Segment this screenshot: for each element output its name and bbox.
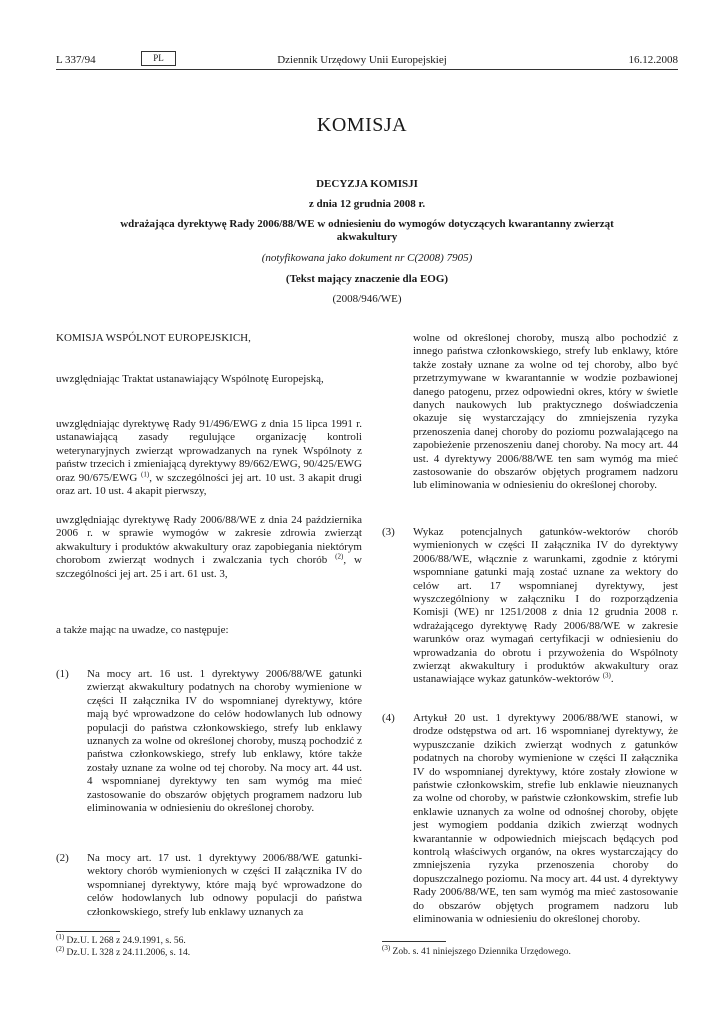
footnote-mark: (2) bbox=[56, 944, 65, 953]
preamble-directive-91-496: uwzględniając dyrektywę Rady 91/496/EWG z dnia 15 lipca 1991 r. ustanawiającą zasady regulujące organizację kontroli weterynaryjnych zwierząt wprowadzanych na rynek Wspólnoty z państw trzecich i zmieniającą dyrektywy 89/662/EWG, 90/425/EWG oraz 90/675/EWG $^{(1)}$, w szczególności jej art. 10 ust. 3 akapit drugi oraz art. 10 ust. 4 akapit pierwszy, bbox=[56, 418, 362, 498]
eea-relevance: (Tekst mający znaczenie dla EOG) bbox=[285, 273, 449, 285]
preamble-whereas: a także mając na uwadze, co następuje: bbox=[56, 624, 229, 636]
footnote-text: Zob. s. 41 niniejszego Dziennika Urzędowego. bbox=[392, 947, 571, 957]
footnote-text: Dz.U. L 328 z 24.11.2006, s. 14. bbox=[66, 948, 191, 958]
institution-title: KOMISJA bbox=[316, 114, 408, 136]
preamble-treaty: uwzględniając Traktat ustanawiający Wspólnotę Europejską, bbox=[56, 373, 324, 385]
decision-type: DECYZJA KOMISJI bbox=[316, 178, 418, 190]
footnote-mark: (3) bbox=[382, 943, 391, 952]
preamble-commission: KOMISJA WSPÓLNOT EUROPEJSKICH, bbox=[56, 332, 251, 344]
decision-number: (2008/946/WE) bbox=[332, 293, 402, 305]
footnote-rule bbox=[56, 931, 120, 932]
recital-text: Na mocy art. 17 ust. 1 dyrektywy 2006/88/WE gatunki-wektory chorób wymienionych w części II załącznika IV do wspomnianej dyrektywy, które mają być wprowadzone do celów hodowlanych lub odnowy populacji do państwa członkowskiego, strefy lub enklawy uznanych za bbox=[87, 852, 362, 918]
footnote bbox=[56, 944, 191, 959]
decision-subject: wdrażająca dyrektywę Rady 2006/88/WE w odniesieniu do wymogów dotyczących kwarantanny zwierząt akwakultury bbox=[120, 218, 614, 243]
footnote bbox=[382, 943, 571, 958]
footnote-mark: (1) bbox=[56, 932, 65, 941]
journal-reference: L 337/94 bbox=[56, 54, 96, 66]
footnote-rule bbox=[382, 941, 446, 942]
publication-date: 16.12.2008 bbox=[628, 54, 678, 66]
recital-text: Artykuł 20 ust. 1 dyrektywy 2006/88/WE stanowi, w drodze odstępstwa od art. 16 wspomnianej dyrektywy, że wypuszczanie dzikich zwierząt wodnych z gatunków podatnych na choroby wymienione w części II załącznika IV do wspomnianej dyrektywy, które zostały złowione w państwie członkowskim, strefie lub enklawie nieuznanych za wolne od choroby, w państwie członkowskim, strefie lub enklawie uznanych za wolne od odnośnej choroby, objęte jest wymogiem poddania dzikich zwierząt wodnych kwarantannie w odpowiednich miejscach będących pod kontrolą właściwych organów, na okres wystarczający do zmniejszenia ryzyka przenoszenia choroby do dopuszczalnego poziomu. Na mocy art. 44 ust. 4 dyrektywy Rady 2006/88/WE, ten sam wymóg ma mieć zastosowanie do obszarów objętych programem nadzoru lub eliminowania w odniesieniu do określonej choroby. bbox=[413, 712, 678, 926]
journal-name: Dziennik Urzędowy Unii Europejskiej bbox=[277, 54, 447, 66]
decision-date: z dnia 12 grudnia 2008 r. bbox=[308, 198, 426, 210]
header-rule bbox=[56, 69, 678, 70]
recital-text: Na mocy art. 16 ust. 1 dyrektywy 2006/88/WE gatunki zwierząt akwakultury podatnych na choroby wymienione w części II załącznika IV do wspomnianej dyrektywy, które mają być wprowadzone do celów hodowlanych lub odnowy populacji do państwa członkowskiego, strefy lub enklawy uznanych za wolne od określonej choroby, muszą pochodzić z państwa członkowskiego, strefy lub enklawy, które także zostały uznane za wolne od tej choroby. Na mocy art. 44 ust. 4 wspomnianej dyrektywy ten sam wymóg ma mieć zastosowanie do obszarów objętych programem nadzoru lub eliminowania w odniesieniu do określonej choroby. bbox=[87, 668, 362, 815]
recital-number: (1) bbox=[56, 668, 69, 680]
preamble-directive-2006-88: uwzględniając dyrektywę Rady 2006/88/WE z dnia 24 października 2006 r. w sprawie wymogów w zakresie zdrowia zwierząt akwakultury i produktów akwakultury oraz zapobiegania niektórym chorobom zwierząt wodnych i zwalczania tych chorób $^{(2)}$, w szczególności jej art. 25 i art. 61 ust. 3, bbox=[56, 514, 362, 580]
recital-number: (4) bbox=[382, 712, 395, 724]
recital-number: (3) bbox=[382, 526, 395, 538]
recital-text: Wykaz potencjalnych gatunków-wektorów chorób wymienionych w części II załącznika IV do dyrektywy 2006/88/WE, włącznie z warunkami, zgodnie z którymi wspomniane gatunki mają zostać uznane za wektory do celów art. 17 wspomnianej dyrektywy, jest wyszczególniony w załączniku I do rozporządzenia Komisji (WE) nr 1251/2008 z dnia 12 grudnia 2008 r. wdrażającego dyrektywę Rady 2006/88/WE w zakresie warunków oraz wymagań certyfikacji w odniesieniu do wprowadzania do obrotu i przywożenia do Wspólnoty zwierząt akwakultury i produktów akwakultury oraz ustanawiające wykaz gatunków-wektorów $^{(3)}$. bbox=[413, 526, 678, 686]
recital-number: (2) bbox=[56, 852, 69, 864]
notification-note: (notyfikowana jako dokument nr C(2008) 7905) bbox=[261, 252, 473, 264]
recital-text-continued: wolne od określonej choroby, muszą albo pochodzić z innego państwa członkowskiego, strefy lub enklawy, które także zostały uznane za wolne od tej choroby, albo być przetrzymywane w kwarantannie w wodzie pozbawionej danego patogenu, przez odpowiedni okres, który w świetle danych naukowych lub praktycznego doświadczenia okazuje się wystarczający do zmniejszenia ryzyka przenoszenia danej choroby do poziomu pozwalającego na zapobieżenie przenoszeniu danej choroby. Na mocy art. 44 ust. 4 dyrektywy 2006/88/WE ten sam wymóg ma mieć zastosowanie do obszarów objętych programem nadzoru lub eliminowania w odniesieniu do określonej choroby. bbox=[413, 332, 678, 492]
language-code: PL bbox=[141, 51, 176, 66]
footnote-text: Dz.U. L 268 z 24.9.1991, s. 56. bbox=[66, 936, 186, 946]
footnote bbox=[56, 932, 186, 947]
